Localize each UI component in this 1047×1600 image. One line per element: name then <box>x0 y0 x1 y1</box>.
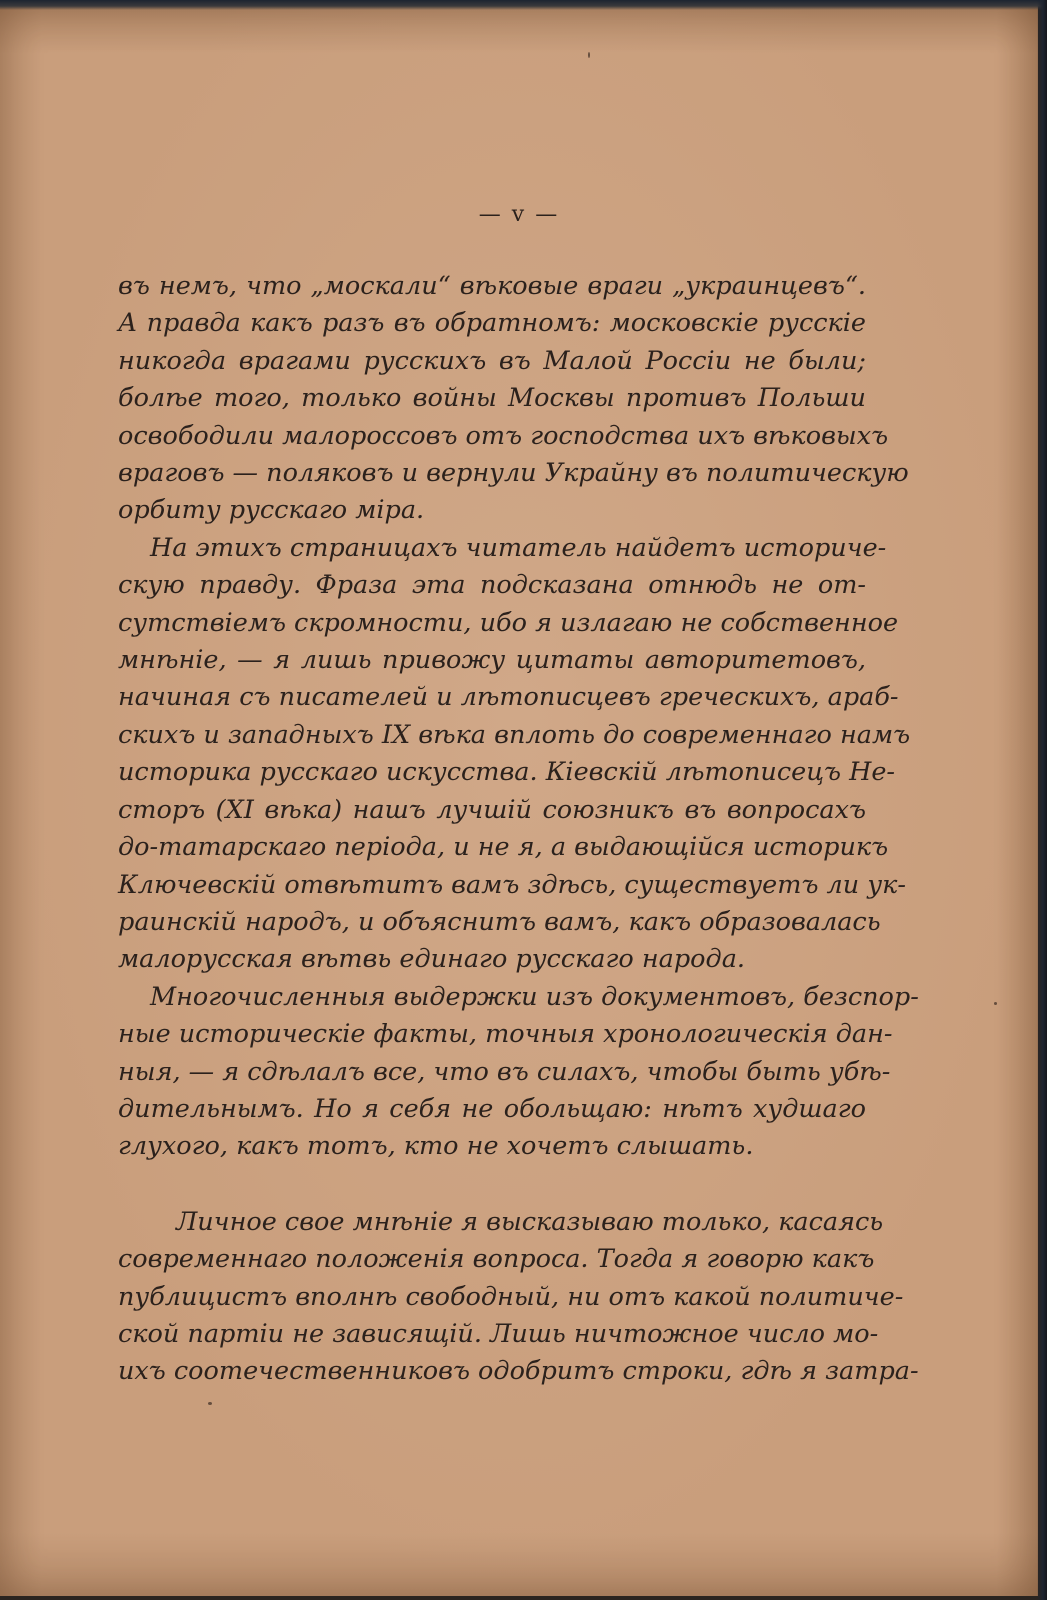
paragraph-1 <box>118 268 909 530</box>
text-line: современнаго положенія вопроса. Тогда я говорю какъ <box>118 1244 875 1275</box>
text-line: ныя, — я сдѣлалъ все, что въ силахъ, чтобы быть убѣ- <box>118 1056 891 1087</box>
text-line: начиная съ писателей и лѣтописцевъ греческихъ, араб- <box>118 682 899 713</box>
text-line: сторъ (XI вѣка) нашъ лучшій союзникъ въ вопросахъ <box>118 794 866 825</box>
page-top-edge <box>0 0 1047 10</box>
text-line: освободили малороссовъ отъ господства ихъ вѣковыхъ <box>118 420 889 451</box>
paragraph-3 <box>118 979 919 1166</box>
text-line: дительнымъ. Но я себя не обольщаю: нѣтъ худшаго <box>118 1093 866 1124</box>
page-number: — v — <box>478 202 560 227</box>
text-line: сутствіемъ скромности, ибо я излагаю не собственное <box>118 607 899 638</box>
body-text <box>118 268 919 1391</box>
text-line: раинскій народъ, и объяснитъ вамъ, какъ образовалась <box>118 906 881 937</box>
text-line: мнѣніе, — я лишь привожу цитаты авторитетовъ, <box>118 645 866 676</box>
page-right-edge <box>1037 0 1047 1600</box>
text-line: Личное свое мнѣніе я высказываю только, касаясь <box>176 1206 884 1237</box>
text-line: скихъ и западныхъ IX вѣка вплоть до современнаго намъ <box>118 719 911 750</box>
book-page <box>0 6 1038 1596</box>
text-line: Многочисленныя выдержки изъ документовъ, безспор- <box>150 981 919 1012</box>
text-line: скую правду. Фраза эта подсказана отнюдь не от- <box>118 570 866 601</box>
text-line: ской партіи не зависящій. Лишь ничтожное число мо- <box>118 1318 879 1349</box>
text-line: болѣе того, только войны Москвы противъ Польши <box>118 383 866 414</box>
paper-speck <box>208 1402 212 1405</box>
paragraph-4 <box>118 1204 919 1391</box>
text-line: историка русскаго искусства. Кіевскій лѣтописецъ Не- <box>118 757 896 788</box>
text-line: глухого, какъ тотъ, кто не хочетъ слышать. <box>118 1131 754 1162</box>
text-line: На этихъ страницахъ читатель найдетъ историче- <box>150 532 887 563</box>
text-line: никогда врагами русскихъ въ Малой Россіи не были; <box>118 345 866 376</box>
paper-speck <box>994 1002 997 1005</box>
text-line: враговъ — поляковъ и вернули Украйну въ политическую <box>118 458 909 489</box>
text-line: публицистъ вполнѣ свободный, ни отъ какой политиче- <box>118 1281 904 1312</box>
text-line: ные историческіе факты, точныя хронологическія дан- <box>118 1019 893 1050</box>
text-line: орбиту русскаго міра. <box>118 495 425 526</box>
paper-speck <box>588 52 590 58</box>
text-line: въ немъ, что „москали“ вѣковые враги „украинцевъ“. <box>118 271 866 301</box>
paragraph-2 <box>118 530 911 979</box>
text-line: до-татарскаго періода, и не я, а выдающійся историкъ <box>118 832 889 863</box>
text-line: малорусская вѣтвь единаго русскаго народа. <box>118 944 746 975</box>
text-line: Ключевскій отвѣтитъ вамъ здѣсь, существуетъ ли ук- <box>118 869 906 900</box>
text-line: А правда какъ разъ въ обратномъ: московскіе русскіе <box>118 308 866 339</box>
text-line: ихъ соотечественниковъ одобритъ строки, гдѣ я затра- <box>118 1356 919 1387</box>
